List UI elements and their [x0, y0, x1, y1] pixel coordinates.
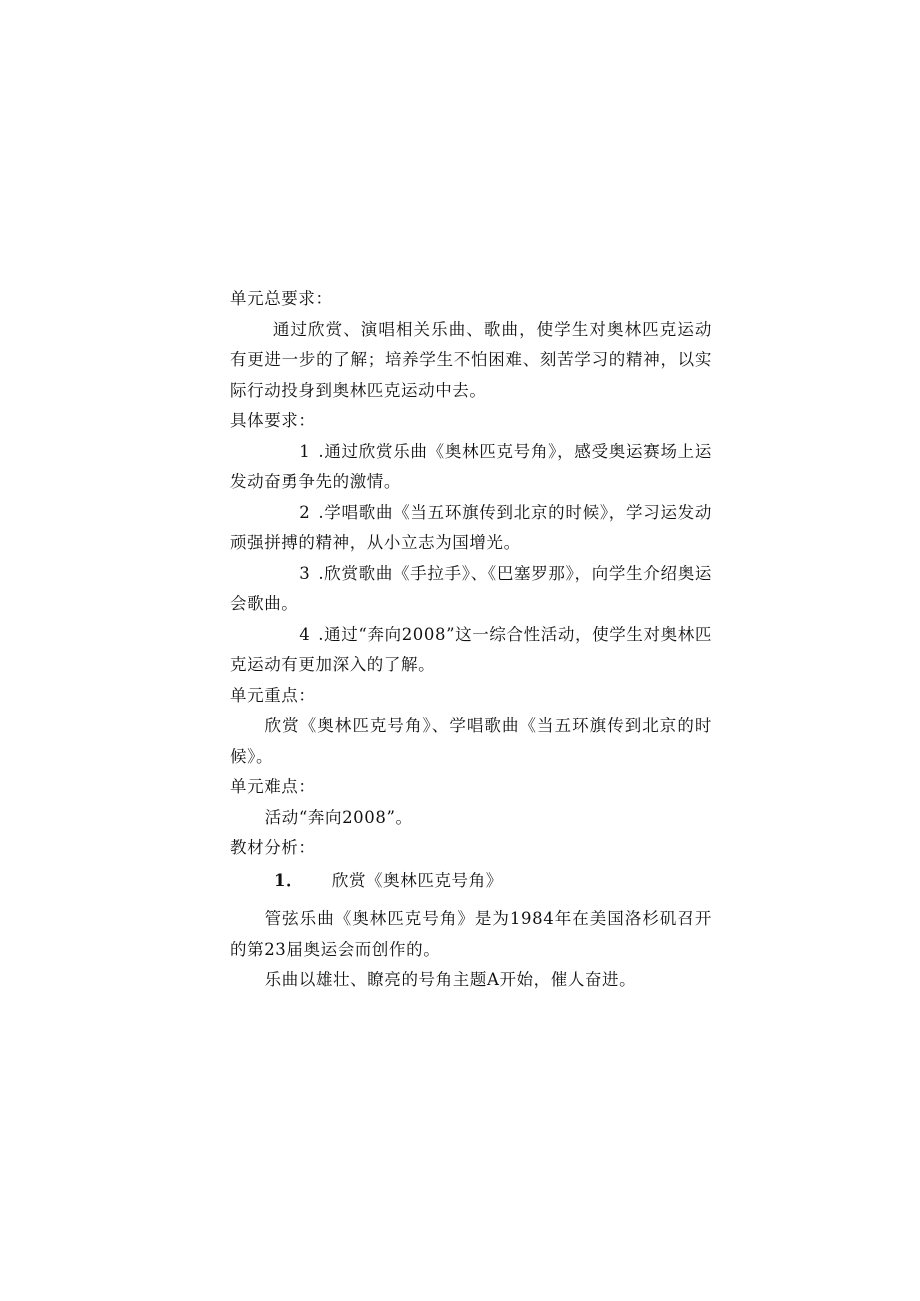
analysis-paragraph-2: 乐曲以雄壮、瞭亮的号角主题A开始，催人奋进。 — [264, 970, 637, 989]
requirement-item-1 — [230, 437, 712, 498]
difficulties-text: 活动“奔向2008”。 — [264, 807, 413, 827]
specific-requirements-heading: 具体要求： — [230, 411, 316, 430]
analysis-item-title: 欣赏《奥林匹克号角》 — [331, 870, 503, 890]
material-analysis-item-1 — [230, 866, 712, 897]
requirement-item-number: 2 — [299, 502, 311, 522]
material-analysis-heading: 教材分析： — [230, 838, 316, 857]
requirement-item-2 — [230, 498, 712, 559]
requirement-item-text: .通过欣赏乐曲《奥林匹克号角》，感受奥运赛场上运发动奋勇争先的激情。 — [230, 441, 712, 491]
requirement-item-text: .欣赏歌曲《手拉手》、《巴塞罗那》，向学生介绍奥运会歌曲。 — [230, 563, 712, 613]
requirement-item-text: .通过“奔向2008”这一综合性活动，使学生对奥林匹克运动有更加深入的了解。 — [230, 624, 712, 674]
requirement-item-number: 1 — [299, 441, 311, 461]
key-points-heading: 单元重点： — [230, 685, 316, 705]
analysis-paragraph-1: 管弦乐曲《奥林匹克号角》是为1984年在美国洛杉矶召开的第23届奥运会而创作的。 — [230, 909, 712, 959]
document-body — [230, 284, 712, 996]
requirement-item-3 — [230, 559, 712, 620]
requirement-item-number: 3 — [299, 563, 311, 583]
unit-requirements-heading: 单元总要求： — [230, 289, 333, 308]
requirement-item-number: 4 — [299, 624, 311, 644]
key-points-text: 欣赏《奥林匹克号角》、学唱歌曲《当五环旗传到北京的时候》。 — [230, 716, 712, 766]
analysis-item-number: 1． — [274, 870, 304, 890]
difficulties-heading: 单元难点： — [230, 777, 316, 796]
requirement-item-4 — [230, 620, 712, 681]
requirement-item-text: .学唱歌曲《当五环旗传到北京的时候》，学习运发动顽强拼搏的精神，从小立志为国增光。 — [230, 502, 712, 552]
unit-requirements-text: 通过欣赏、演唱相关乐曲、歌曲，使学生对奥林匹克运动有更进一步的了解；培养学生不怕困难、刻苦学习的精神，以实际行动投身到奥林匹克运动中去。 — [230, 319, 712, 400]
